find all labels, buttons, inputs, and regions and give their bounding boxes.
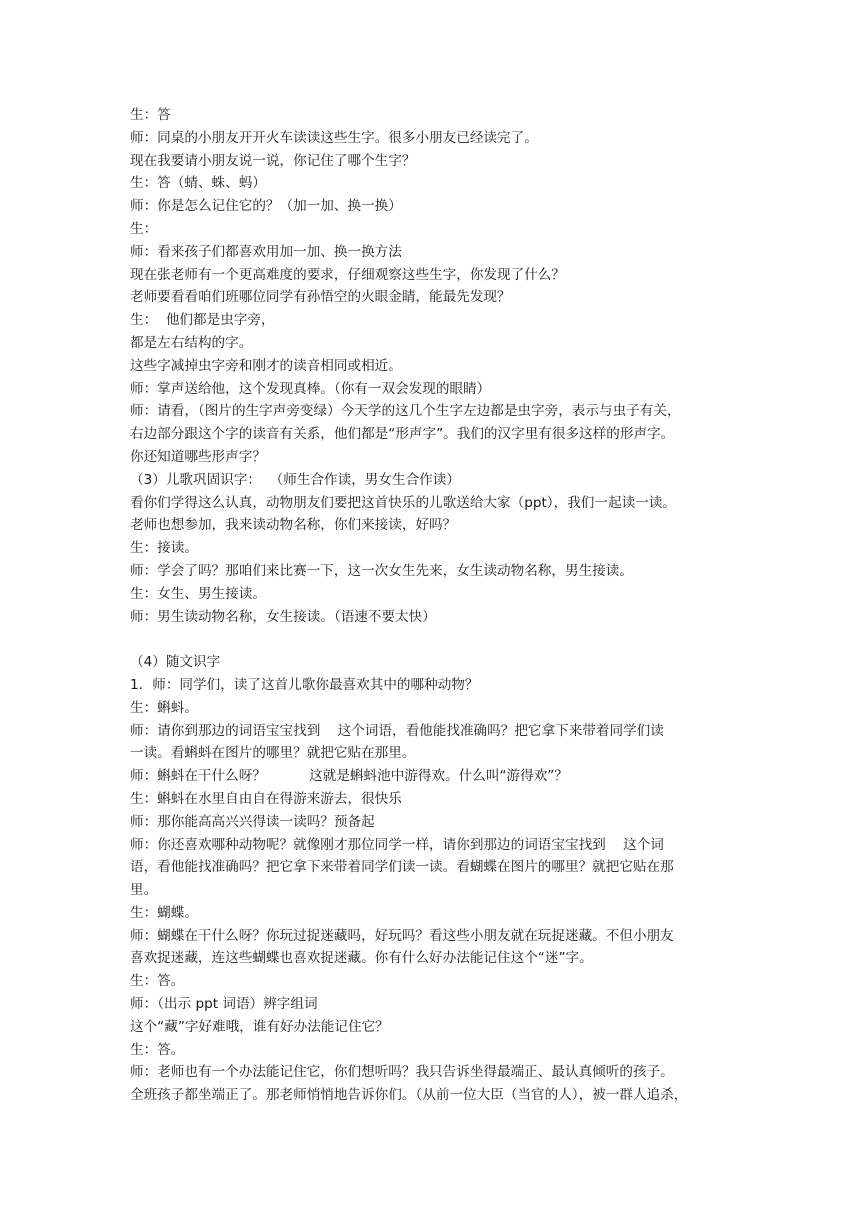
text-line: 全班孩子都坐端正了。那老师悄悄地告诉你们。（从前一位大臣（当官的人），被一群人追杀， bbox=[130, 1087, 688, 1104]
text-line: 生：答。 bbox=[130, 1041, 185, 1058]
text-line: 老师要看看咱们班哪位同学有孙悟空的火眼金睛，能最先发现？ bbox=[130, 289, 511, 306]
section-heading: （3）儿歌巩固识字： （师生合作读，男女生合作读） bbox=[130, 471, 460, 488]
text-line: 生：答。 bbox=[130, 973, 185, 990]
text-line: 老师也想参加，我来读动物名称，你们来接读，好吗？ bbox=[130, 517, 457, 534]
text-line: 师：老师也有一个办法能记住它，你们想听吗？我只告诉坐得最端正、最认真倾听的孩子。 bbox=[130, 1064, 674, 1081]
text-line: 语，看他能找准确吗？把它拿下来带着同学们读一读。看蝴蝶在图片的哪里？就把它贴在那 bbox=[130, 859, 674, 876]
text-line: 师：那你能高高兴兴得读一读吗？预备起 bbox=[130, 813, 375, 830]
text-line: 现在我要请小朋友说一说，你记住了哪个生字？ bbox=[130, 152, 416, 169]
text-line: 师：看来孩子们都喜欢用加一加、换一换方法 bbox=[130, 243, 402, 260]
document-body bbox=[130, 104, 734, 1107]
text-line: 师：蝌蚪在干什么呀？ 这就是蝌蚪池中游得欢。什么叫“游得欢”？ bbox=[130, 768, 568, 785]
text-line: 生：蝌蚪。 bbox=[130, 699, 198, 716]
text-line: 生：接读。 bbox=[130, 540, 198, 557]
text-line: 一读。看蝌蚪在图片的哪里？就把它贴在那里。 bbox=[130, 745, 416, 762]
text-line: 都是左右结构的字。 bbox=[130, 334, 253, 351]
text-line: 这个“藏”字好难哦，谁有好办法能记住它？ bbox=[130, 1018, 389, 1035]
text-line: 喜欢捉迷藏，连这些蝴蝶也喜欢捉迷藏。你有什么好办法能记住这个“迷”字。 bbox=[130, 950, 593, 967]
text-line: 师：学会了吗？那咱们来比赛一下，这一次女生先来，女生读动物名称，男生接读。 bbox=[130, 562, 633, 579]
text-line: 你还知道哪些形声字？ bbox=[130, 448, 266, 465]
text-line: 这些字减掉虫字旁和刚才的读音相同或相近。 bbox=[130, 357, 402, 374]
text-line: 生：女生、男生接读。 bbox=[130, 585, 266, 602]
text-line: 师：请你到那边的词语宝宝找到 这个词语，看他能找准确吗？把它拿下来带着同学们读 bbox=[130, 722, 664, 739]
text-line: 生：答 bbox=[130, 107, 171, 123]
text-line: 师：蝴蝶在干什么呀？你玩过捉迷藏吗，好玩吗？看这些小朋友就在玩捉迷藏。不但小朋友 bbox=[130, 927, 674, 944]
section-heading: （4）随文识字 bbox=[130, 654, 221, 671]
text-line: 右边部分跟这个字的读音有关系，他们都是“形声字”。我们的汉字里有很多这样的形声字。 bbox=[130, 426, 675, 443]
text-line: 现在张老师有一个更高难度的要求，仔细观察这些生字，你发现了什么？ bbox=[130, 266, 565, 283]
text-line: 看你们学得这么认真，动物朋友们要把这首快乐的儿歌送给大家（ppt），我们一起读一读。 bbox=[130, 494, 676, 511]
text-line: 里。 bbox=[130, 882, 158, 899]
text-line: 师：同桌的小朋友开开火车读读这些生字。很多小朋友已经读完了。 bbox=[130, 129, 538, 146]
text-line: 1．师：同学们，读了这首儿歌你最喜欢其中的哪种动物？ bbox=[130, 676, 479, 693]
text-line: 生：答（蜻、蛛、蚂） bbox=[130, 175, 266, 192]
text-line: 生：蝌蚪在水里自由自在得游来游去，很快乐 bbox=[130, 790, 402, 807]
text-line: 师：男生读动物名称，女生接读。（语速不要太快） bbox=[130, 608, 436, 625]
text-line: 生： 他们都是虫字旁， bbox=[130, 312, 275, 329]
text-line: 师：（出示 ppt 词语）辨字组词 bbox=[130, 996, 318, 1013]
text-line: 生：蝴蝶。 bbox=[130, 904, 198, 921]
text-line: 生： bbox=[130, 220, 158, 237]
text-line: 师：请看，（图片的生字声旁变绿）今天学的这几个生字左边都是虫字旁，表示与虫子有关， bbox=[130, 403, 681, 420]
text-line: 师：你是怎么记住它的？（加一加、换一换） bbox=[130, 198, 402, 215]
blank-line bbox=[130, 628, 734, 651]
text-line: 师：你还喜欢哪种动物呢？就像刚才那位同学一样，请你到那边的词语宝宝找到 这个词 bbox=[130, 836, 664, 853]
text-line: 师：掌声送给他，这个发现真棒。（你有一双会发现的眼睛） bbox=[130, 380, 491, 397]
